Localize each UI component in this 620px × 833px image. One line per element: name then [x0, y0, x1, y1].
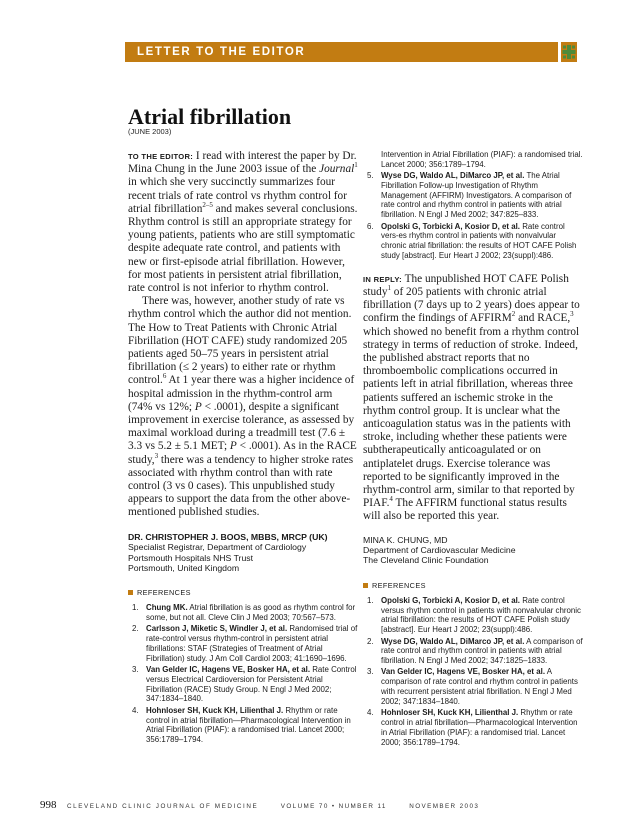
reference-number: 3.: [367, 667, 374, 677]
reference-number: 6.: [367, 221, 374, 231]
reply-lead: IN REPLY:: [363, 274, 402, 284]
reference-text: Rate Control versus Electrical Cardioversion for Persistent Atrial Fibrillation (RACE) Study Group. N Engl J Med 2002; 347:1834–1840.: [146, 665, 357, 704]
letter-text: < .0001). As in the RACE study,: [128, 440, 357, 466]
reference-authors: Hohnloser SH, Kuck KH, Lilienthal J.: [146, 705, 284, 715]
citation: 3: [570, 310, 574, 319]
letter-paragraph-2: [128, 295, 358, 519]
page-footer: [40, 795, 600, 813]
author-name: DR. CHRISTOPHER J. BOOS, MBBS, MRCP (UK): [128, 531, 328, 542]
reference-text: Rate control vers-es rhythm control in patients with nonvalvular chronic atrial fibrillation: the results of HOT CAFE Polish study [abstract]. Eur Heart J 2002; 23(suppl):486.: [381, 221, 577, 260]
reference-authors: Opolski G, Torbicki A, Kosior D, et al.: [381, 221, 520, 231]
citation: 1: [387, 284, 391, 293]
reference-authors: Van Gelder IC, Hagens VE, Bosker HA, et al.: [381, 667, 546, 677]
reference-item: [128, 624, 358, 663]
reply-text: which showed no benefit from a rhythm control strategy in terms of reduction of stroke. Indeed, the published abstract reports that no thromboembolic complications occurred in patients left in atrial fibrillation, whereas three patients suffered an ischemic stroke in the rhythm control group. It is unclear what the anticoagulation status was in the patients with stroke, including whether these patients were subtherapeutically anticoagulated or on antiplatelet drugs. Exercise tolerance was reported to be significantly improved in the rhythm-control arm, similar to that reported by PIAF.: [363, 325, 580, 510]
citation: 2–5: [202, 201, 213, 210]
reference-continuation: [363, 150, 583, 170]
section-banner: [125, 42, 558, 62]
reference-text: Rhythm or rate control in atrial fibrillation—Pharmacological Intervention in Atrial Fibrillation (PIAF): a randomised trial. Lancet 2000; 356:1789–1794.: [381, 708, 578, 747]
letter-text: I read with interest the paper by Dr. Mina Chung in the June 2003 issue of the: [128, 150, 357, 176]
reply-text: and RACE,: [515, 312, 571, 325]
reference-text: Atrial fibrillation is as good as rhythm control for some, but not all. Cleve Clin J Med 2003; 70:567–573.: [146, 603, 356, 623]
references-heading-label: REFERENCES: [137, 588, 191, 598]
page-number: 998: [40, 799, 57, 811]
reference-number: 5.: [367, 171, 374, 181]
reference-text: A comparison of rate control and rhythm control in patients with atrial fibrillation. N Engl J Med 2002; 347:1825–1833.: [381, 636, 583, 666]
reply-text: The unpublished HOT CAFE Polish study: [363, 272, 569, 298]
letter-text: and makes several conclusions. Rhythm control is still an appropriate strategy for young patients, patients who are still symptomatic despite adequate rate control, and patients with new or first-episode atrial fibrillation. However, for most patients in persistent atrial fibrillation, rate control is not inferior to rhythm control.: [128, 202, 358, 295]
reference-authors: Carlsson J, Miketic S, Windler J, et al.: [146, 624, 288, 634]
letter-text: < .0001), despite a significant improvement in exercise tolerance, as assessed by maximal workload during a treadmill test (7.6 ± 3.3 vs 5.2 ± 5.1 MET;: [128, 400, 355, 453]
reference-number: 1.: [367, 595, 374, 605]
letter-column: [128, 150, 358, 746]
section-banner-label: LETTER TO THE EDITOR: [137, 46, 306, 58]
citation: 3: [154, 451, 159, 460]
reference-item: [363, 171, 583, 220]
p-value-symbol: P: [229, 440, 237, 453]
reply-text: The AFFIRM functional status results will also be reported this year.: [363, 497, 567, 523]
reference-number: 2.: [132, 624, 139, 634]
reference-item: [128, 603, 358, 623]
author-name: MINA K. CHUNG, MD: [363, 534, 448, 545]
reference-number: 1.: [132, 603, 139, 613]
reply-references: [363, 596, 583, 747]
p-value-symbol: P: [194, 400, 202, 413]
reference-item: [363, 708, 583, 747]
journal-name: Journal: [319, 163, 355, 176]
reference-authors: Wyse DG, Waldo AL, DiMarco JP, et al.: [381, 636, 525, 646]
author-title: Specialist Registrar, Department of Cardiology: [128, 542, 307, 553]
citation: 2: [511, 310, 516, 319]
letter-text: There was, however, another study of rate vs rhythm control which the author did not mention. The How to Treat Patients with Chronic Atrial Fibrillation (HOT CAFE) study randomized 205 patients aged 50–75 years in persistent atrial fibrillation (≤ 2 years) to either rate or rhythm control.: [128, 295, 352, 387]
letter-references: [128, 603, 358, 745]
reference-item: [128, 665, 358, 704]
letter-text: in which she very succinctly summarizes four recent trials of rate control vs rhythm control for atrial fibrillation: [128, 176, 347, 215]
article-date: (JUNE 2003): [128, 127, 172, 136]
letter-text: At 1 year there was a higher incidence of hospital admission in the rhythm-control arm (74% vs 12%;: [128, 374, 355, 413]
reference-authors: Hohnloser SH, Kuck KH, Lilienthal J.: [381, 708, 519, 718]
citation: 6: [162, 372, 167, 381]
reply-paragraph: [363, 273, 583, 524]
reference-number: 4.: [132, 705, 139, 715]
reference-text: Randomised trial of rate-control versus rhythm-control in persistent atrial fibrillations: STAF (Strategies of Treatment of Atrial Fibrillation) study. J Am Coll Cardiol 2003; 41:1690–1696.: [146, 624, 358, 663]
reference-item: [363, 637, 583, 666]
citation: 4: [389, 495, 393, 504]
reference-authors: Wyse DG, Waldo AL, DiMarco JP, et al.: [381, 171, 525, 181]
author-org: The Cleveland Clinic Foundation: [363, 555, 489, 566]
reply-column: [363, 150, 583, 749]
reference-number: 3.: [132, 665, 139, 675]
reference-text: Intervention in Atrial Fibrillation (PIAF): a randomised trial. Lancet 2000; 356:1789–1794.: [381, 150, 583, 169]
references-heading-label: REFERENCES: [372, 580, 426, 590]
author-org: Portsmouth Hospitals NHS Trust: [128, 552, 254, 563]
reply-text: of 205 patients with chronic atrial fibrillation (7 days up to 2 years) does appear to confirm the findings of AFFIRM: [363, 285, 580, 325]
reference-text: Rhythm or rate control in atrial fibrillation—Pharmacological Intervention in Atrial Fibrillation (PIAF): a randomised trial. Lancet 2000; 356:1789–1794.: [146, 705, 351, 745]
reference-authors: Opolski G, Torbicki A, Kosior D, et al.: [381, 595, 520, 605]
reference-item: [363, 667, 583, 706]
letter-lead: TO THE EDITOR:: [128, 152, 194, 161]
author-dept: Department of Cardiovascular Medicine: [363, 545, 516, 556]
reply-references-heading: [363, 581, 583, 590]
article-title: Atrial fibrillation: [128, 104, 292, 129]
reference-item: [363, 222, 583, 261]
journal-title: CLEVELAND CLINIC JOURNAL OF MEDICINE: [66, 803, 259, 810]
issue-date: NOVEMBER 2003: [409, 803, 480, 810]
reply-signature: [363, 535, 583, 566]
reference-text: A comparison of rate control and rhythm control in patients with recurrent persistent atrial fibrillation. N Engl J Med 2002; 347:1834–1840.: [381, 667, 578, 706]
reference-text: The Atrial Fibrillation Follow-up Investigation of Rhythm Management (AFFIRM) Investigators. A comparison of rate control and rhythm control in patients with atrial fibrillation. N Engl J Med 2002; 347:825–833.: [381, 171, 572, 220]
citation: 1: [354, 161, 358, 170]
reference-number: 4.: [367, 708, 374, 718]
letter-text: there was a tendency to higher stroke rates associated with rhythm control than with rate control (3 vs 0 cases). This unpublished study appears to support the data from the other above-mentioned published studies.: [128, 453, 354, 519]
reference-authors: Chung MK.: [146, 603, 188, 613]
reference-item: [128, 706, 358, 745]
letter-references-continued: [363, 150, 583, 261]
bullet-square-icon: [128, 590, 133, 595]
journal-logo-icon: [561, 42, 577, 62]
letter-paragraph-1: [128, 150, 358, 295]
reference-item: [363, 596, 583, 635]
bullet-square-icon: [363, 583, 368, 588]
letter-signature: [128, 532, 358, 574]
issue-volume: VOLUME 70 • NUMBER 11: [280, 803, 387, 810]
reference-number: 2.: [367, 636, 374, 646]
author-city: Portsmouth, United Kingdom: [128, 562, 240, 573]
letter-references-heading: [128, 588, 358, 597]
reference-authors: Van Gelder IC, Hagens VE, Bosker HA, et al.: [146, 665, 311, 675]
reference-text: Rate control versus rhythm control in patients with nonvalvular chronic atrial fibrillation: the results of HOT CAFE Polish study [abstract]. Eur Heart J 2002; 23(suppl):486.: [381, 595, 581, 635]
